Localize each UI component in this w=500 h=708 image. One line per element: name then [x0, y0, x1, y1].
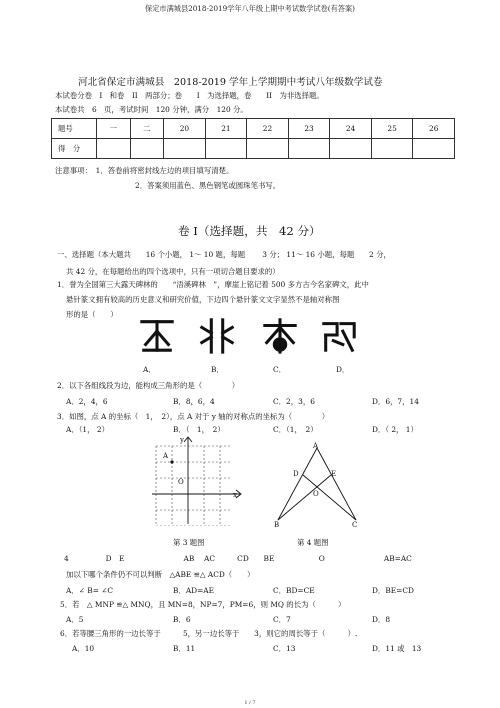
q3-option-d: D．（ 2， 1） — [372, 425, 418, 434]
section-title: 卷 I（选择题，共 42 分） — [178, 224, 321, 238]
fig4-label-a: A — [313, 442, 319, 450]
part1-line-2: 共 42 分，在每题给出的四个选项中，只有一项切合题目要求的） — [66, 267, 280, 276]
q3-option-b: B．（ 1， 2） — [173, 425, 225, 434]
figure-3-coordinate-grid — [150, 434, 250, 526]
q6-option-c: C．13 — [273, 644, 296, 653]
score-cell: 24 — [330, 119, 372, 139]
page-number: 1 / 7 — [244, 700, 256, 706]
fig3-label-a: A — [163, 452, 169, 460]
exam-title: 河北省保定市满城县 2018-2019 学年上学期期中考试八年级数学试卷 — [78, 77, 383, 88]
fig3-label-x: x — [233, 491, 237, 499]
fig4-label-d: D — [293, 470, 299, 478]
q3-option-c: C．（1， 2） — [273, 425, 318, 434]
score-entry — [205, 139, 247, 159]
q6-option-b: B．11 — [173, 644, 196, 653]
q3-option-a: A．（1， 2） — [66, 425, 109, 434]
q1-option-a: A． — [143, 365, 156, 374]
score-entry — [413, 139, 455, 159]
q6-option-d: D．11 或 13 — [372, 644, 422, 653]
score-table-score-row — [52, 139, 455, 159]
seal-character-d — [320, 316, 358, 354]
q1-line-2: 悬针篆文拥有较高的历史意义和研究价值，下边四个悬针篆文文字显然不是轴对称图 — [66, 295, 340, 304]
q1-option-d: D． — [336, 365, 350, 374]
q2-stem: 2．以下各组线段为边，能构成三角形的是（ ） — [57, 381, 240, 390]
score-entry — [330, 139, 372, 159]
score-entry — [371, 139, 413, 159]
q6-option-a: A．10 — [72, 644, 95, 653]
score-cell: 25 — [371, 119, 413, 139]
q5-option-a: A．5 — [66, 615, 84, 624]
fig4-label-b: B — [274, 521, 280, 529]
fig4-label-o: O — [313, 490, 319, 498]
seal-character-c — [261, 316, 299, 354]
q1-line-3: 形的是（ ） — [66, 310, 118, 319]
score-entry — [164, 139, 206, 159]
score-table-header-row — [52, 119, 455, 139]
fig4-label-c: C — [352, 521, 358, 529]
score-entry — [247, 139, 289, 159]
fig3-label-o: O — [178, 478, 184, 486]
score-entry — [130, 139, 164, 159]
q5-option-d: D．8 — [372, 615, 391, 624]
q2-option-a: A．2，4，6 — [66, 397, 108, 406]
q3-stem: 3．如图，点 A 的坐标（ 1， 2），点 A 对于 y 轴的对称点的坐标为（ ） — [57, 412, 330, 421]
score-cell: 26 — [413, 119, 455, 139]
seal-character-b — [198, 316, 236, 354]
q4-option-c: C．BD=CE — [273, 586, 315, 595]
notes-line-1: 注意事项： 1．答卷前将密封线左边的项目填写清楚。 — [55, 166, 234, 175]
score-cell: 22 — [247, 119, 289, 139]
fig4-caption: 第 4 题图 — [297, 538, 329, 547]
fig3-caption: 第 3 题图 — [173, 538, 205, 547]
q2-option-b: B．8，6，4 — [173, 397, 215, 406]
score-cell: 一 — [97, 119, 131, 139]
q4-option-a: A．∠ B= ∠C — [66, 586, 114, 595]
figure-4-triangle — [270, 444, 370, 530]
part1-line-1: 一、选择题（本大题共 16 个小题， 1～ 10 题，每题 3 分； 11～ 16 小题，每题 2 分， — [57, 250, 391, 259]
score-cell: 题号 — [52, 119, 97, 139]
q1-option-b: B． — [211, 365, 224, 374]
intro-line-1: 本试卷分卷 I 和卷 II 两部分；卷 I 为选择题，卷 II 为非选择题。 — [55, 91, 324, 100]
q4-stem: 4 D E AB AC CD BE O AB=AC — [64, 554, 412, 563]
q4-option-b: B．AD=AE — [173, 586, 215, 595]
score-cell: 23 — [288, 119, 330, 139]
score-cell: 20 — [164, 119, 206, 139]
intro-line-2: 本试卷共 6 页，考试时间 120 分钟，满分 120 分。 — [55, 105, 248, 114]
score-cell: 二 — [130, 119, 164, 139]
score-entry — [288, 139, 330, 159]
q4-option-d: D．BE=CD — [372, 586, 414, 595]
notes-line-2: 2．答案须用蓝色、黑色钢笔或圆珠笔书写。 — [135, 181, 281, 190]
q1-line-1: 1．誉为全国第三大露天碑林的 “浯溪碑林 ”，摩崖上铭记着 500 多方古今名家碑文，此中 — [57, 280, 369, 289]
q2-option-c: C．2，3，6 — [273, 397, 315, 406]
q5-stem: 5．若 △ MNP ≌△ MNQ，且 MN=8，NP=7，PM=6，则 MQ 的长为（ ） — [60, 600, 346, 609]
q5-option-b: B．6 — [173, 615, 191, 624]
fig4-label-e: E — [331, 470, 337, 478]
q2-option-d: D．6，7，14 — [372, 397, 419, 406]
fig3-label-y: y — [180, 436, 184, 444]
score-cell: 21 — [205, 119, 247, 139]
q4-sub: 加以下哪个条件仍不可以判断 △ABE ≌△ ACD（ ） — [66, 570, 255, 579]
document-header: 保定市满城县2018-2019学年八年级上期中考试数学试卷(有答案) — [145, 4, 355, 13]
score-table — [51, 118, 455, 159]
q6-stem: 6．若等腰三角形的一边长等于 5，另一边长等于 3，则它的周长等于（ ）. — [60, 629, 358, 638]
seal-character-a — [138, 316, 176, 354]
q1-option-c: C． — [273, 365, 287, 374]
score-entry — [97, 139, 131, 159]
score-row-label: 得 分 — [52, 139, 97, 159]
q5-option-c: C．7 — [273, 615, 291, 624]
